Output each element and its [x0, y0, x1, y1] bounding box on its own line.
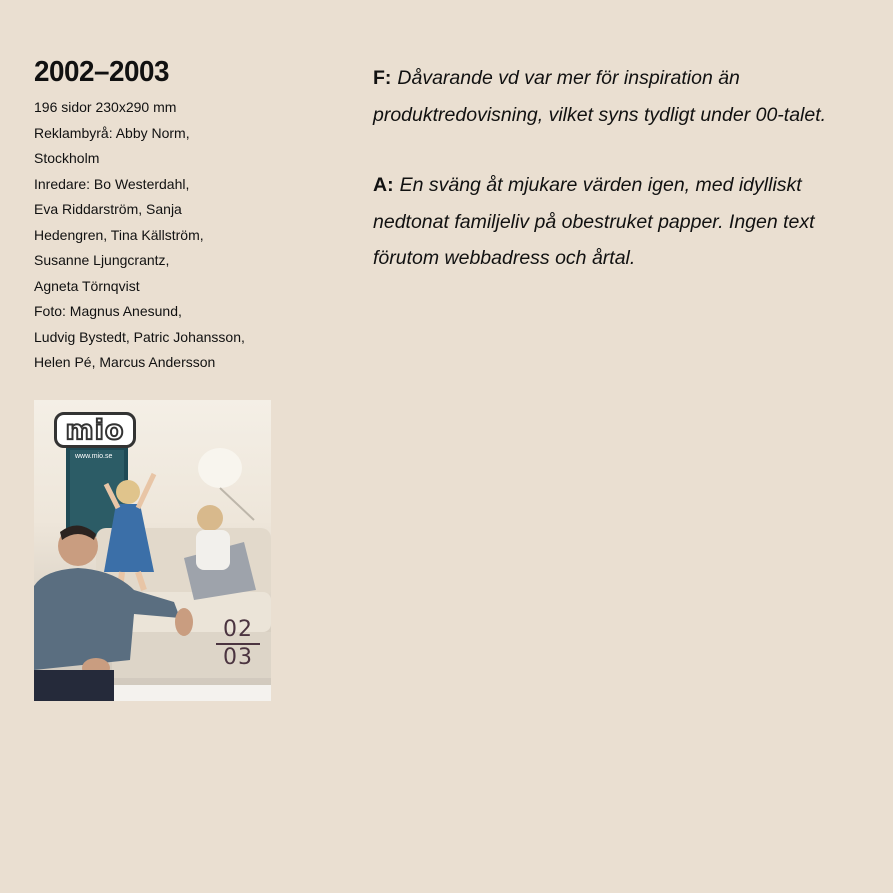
- note-label: F:: [373, 67, 392, 89]
- note-text: Dåvarande vd var mer för inspiration än produktredovisning, vilket syns tydligt under 00-talet.: [373, 67, 827, 126]
- spec-line: Hedengren, Tina Källström,: [34, 226, 204, 243]
- spec-line: Susanne Ljungcrantz,: [34, 252, 170, 268]
- note-f: [373, 60, 843, 133]
- spec-line: Reklambyrå: Abby Norm,: [34, 124, 190, 141]
- cover-year-top: 02: [223, 617, 253, 642]
- year-title: 2002–2003: [34, 56, 170, 88]
- commentary: [373, 60, 843, 311]
- cover-years: [216, 618, 260, 670]
- spec-line: Helen Pé, Marcus Andersson: [34, 354, 216, 370]
- spec-line: Foto: Magnus Anesund,: [34, 303, 182, 319]
- note-a: [373, 167, 843, 277]
- spec-line: Eva Riddarström, Sanja: [34, 201, 182, 217]
- spec-line: 196 sidor 230x290 mm: [34, 99, 177, 115]
- mio-logo: mio: [54, 412, 136, 448]
- cover-year-bottom: 03: [223, 645, 253, 670]
- cover-url-text: www.mio.se: [75, 453, 113, 460]
- note-text: En sväng åt mjukare värden igen, med idylliskt nedtonat familjeliv på obestruket papper. Ingen text förutom webbadress och årtal.: [373, 174, 815, 269]
- specs-list: [34, 95, 314, 376]
- catalog-cover-image: [34, 400, 271, 701]
- catalog-info: [34, 56, 314, 376]
- spec-line: Ludvig Bystedt, Patric Johansson,: [34, 328, 245, 345]
- spec-line: Inredare: Bo Westerdahl,: [34, 175, 190, 192]
- spec-line: Stockholm: [34, 150, 100, 166]
- note-label: A:: [373, 174, 394, 196]
- spec-line: Agneta Törnqvist: [34, 277, 140, 294]
